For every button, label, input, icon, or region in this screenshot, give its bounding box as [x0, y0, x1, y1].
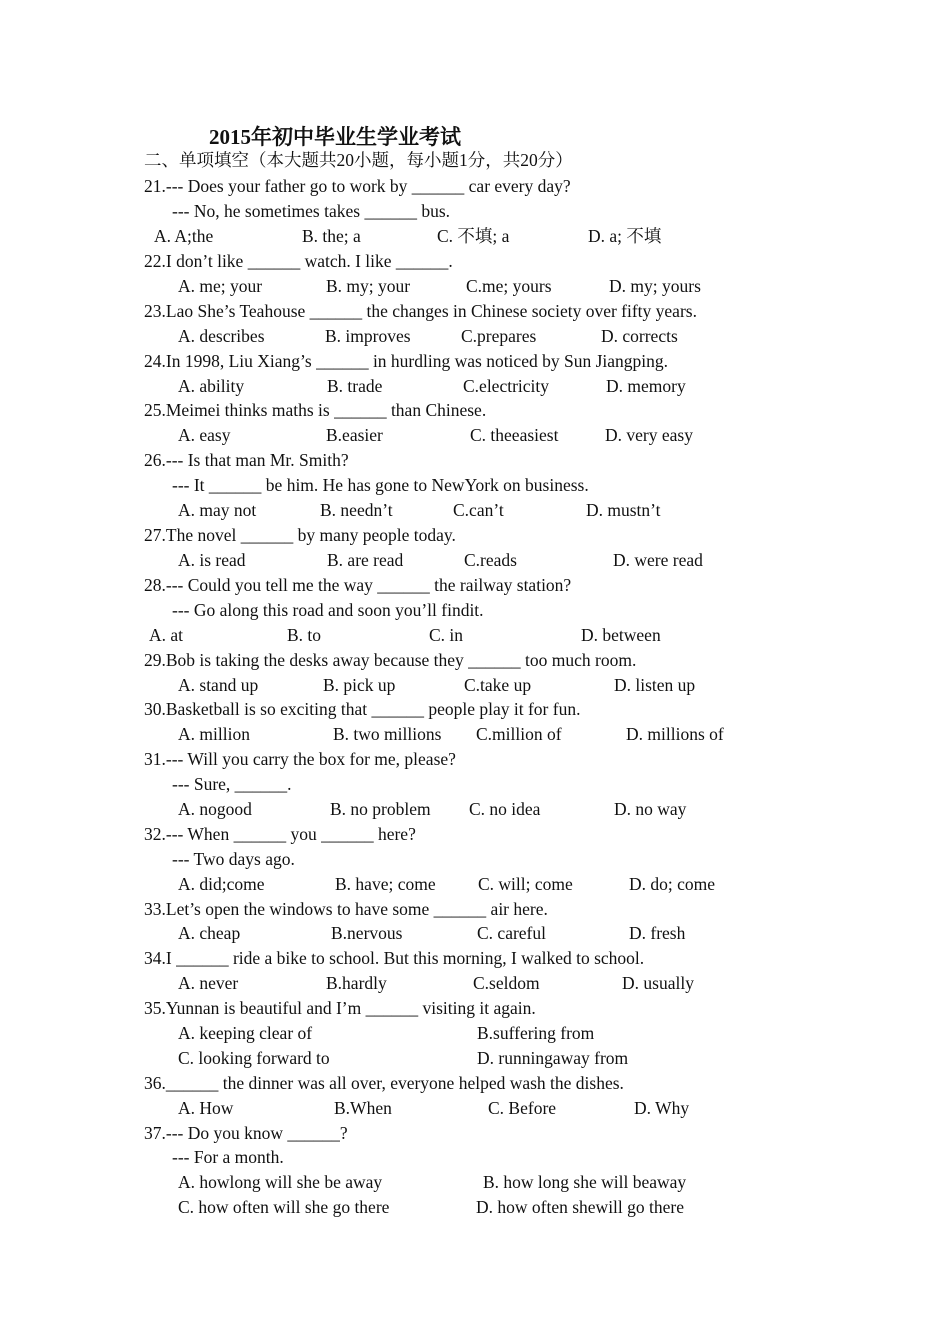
option-28-a: A. at [149, 625, 184, 645]
question-28-stem: 28.--- Could you tell me the way ______ the railway station? [144, 575, 572, 595]
option-36-c: C. Before [488, 1098, 557, 1118]
question-33-stem: 33.Let’s open the windows to have some ______ air here. [144, 899, 548, 919]
option-30-b: B. two millions [333, 724, 442, 744]
option-23-b: B. improves [325, 326, 411, 346]
option-25-c: C. theeasiest [470, 425, 559, 445]
exam-title: 2015年初中毕业生学业考试 [209, 125, 461, 149]
option-30-d: D. millions of [626, 724, 724, 744]
question-21-reply: --- No, he sometimes takes ______ bus. [172, 201, 451, 221]
option-36-a: A. How [178, 1098, 234, 1118]
option-21-a: A. A;the [154, 226, 214, 246]
option-28-b: B. to [287, 625, 322, 645]
option-24-a: A. ability [178, 376, 245, 396]
option-24-d: D. memory [606, 376, 686, 396]
option-26-d: D. mustn’t [586, 500, 661, 520]
option-34-b: B.hardly [326, 973, 387, 993]
question-26-stem: 26.--- Is that man Mr. Smith? [144, 450, 349, 470]
option-29-b: B. pick up [323, 675, 396, 695]
option-33-b: B.nervous [331, 923, 403, 943]
option-37-a: A. howlong will she be away [178, 1172, 383, 1192]
option-35-d: D. runningaway from [477, 1048, 629, 1068]
option-30-a: A. million [178, 724, 250, 744]
option-33-d: D. fresh [629, 923, 686, 943]
option-36-d: D. Why [634, 1098, 690, 1118]
question-31-reply: --- Sure, ______. [172, 774, 292, 794]
option-22-b: B. my; your [326, 276, 411, 296]
question-24-stem: 24.In 1998, Liu Xiang’s ______ in hurdling was noticed by Sun Jiangping. [144, 351, 668, 371]
option-33-c: C. careful [477, 923, 546, 943]
option-32-d: D. do; come [629, 874, 716, 894]
option-24-b: B. trade [327, 376, 383, 396]
option-37-d: D. how often shewill go there [476, 1197, 685, 1217]
option-35-b: B.suffering from [477, 1023, 595, 1043]
option-22-d: D. my; yours [609, 276, 701, 296]
option-25-b: B.easier [326, 425, 383, 445]
question-36-stem: 36.______ the dinner was all over, everyone helped wash the dishes. [144, 1073, 624, 1093]
option-22-a: A. me; your [178, 276, 263, 296]
option-30-c: C.million of [476, 724, 562, 744]
option-34-a: A. never [178, 973, 239, 993]
question-32-stem: 32.--- When ______ you ______ here? [144, 824, 416, 844]
option-28-c: C. in [429, 625, 464, 645]
option-34-c: C.seldom [473, 973, 540, 993]
option-37-b: B. how long she will beaway [483, 1172, 687, 1192]
question-26-reply: --- It ______ be him. He has gone to NewYork on business. [172, 475, 589, 495]
option-23-a: A. describes [178, 326, 265, 346]
question-25-stem: 25.Meimei thinks maths is ______ than Chinese. [144, 400, 487, 420]
option-33-a: A. cheap [178, 923, 241, 943]
question-22-stem: 22.I don’t like ______ watch. I like ______. [144, 251, 453, 271]
option-21-d: D. a; 不填 [588, 226, 662, 246]
question-30-stem: 30.Basketball is so exciting that ______ people play it for fun. [144, 699, 581, 719]
option-32-a: A. did;come [178, 874, 265, 894]
option-23-c: C.prepares [461, 326, 537, 346]
option-27-d: D. were read [613, 550, 703, 570]
question-32-reply: --- Two days ago. [172, 849, 295, 869]
option-27-c: C.reads [464, 550, 517, 570]
option-37-c: C. how often will she go there [178, 1197, 390, 1217]
option-25-d: D. very easy [605, 425, 693, 445]
option-32-c: C. will; come [478, 874, 573, 894]
option-29-c: C.take up [464, 675, 532, 695]
option-27-b: B. are read [327, 550, 404, 570]
option-24-c: C.electricity [463, 376, 550, 396]
question-35-stem: 35.Yunnan is beautiful and I’m ______ visiting it again. [144, 998, 536, 1018]
option-31-a: A. nogood [178, 799, 252, 819]
option-32-b: B. have; come [335, 874, 436, 894]
section-heading: 二、单项填空（本大题共20小题，每小题1分，共20分） [144, 150, 573, 170]
option-31-d: D. no way [614, 799, 687, 819]
option-27-a: A. is read [178, 550, 246, 570]
option-35-a: A. keeping clear of [178, 1023, 313, 1043]
option-34-d: D. usually [622, 973, 694, 993]
question-37-reply: --- For a month. [172, 1147, 284, 1167]
option-36-b: B.When [334, 1098, 392, 1118]
option-28-d: D. between [581, 625, 661, 645]
question-31-stem: 31.--- Will you carry the box for me, please? [144, 749, 456, 769]
option-26-b: B. needn’t [320, 500, 393, 520]
question-34-stem: 34.I ______ ride a bike to school. But this morning, I walked to school. [144, 948, 645, 968]
option-26-c: C.can’t [453, 500, 504, 520]
question-23-stem: 23.Lao She’s Teahouse ______ the changes in Chinese society over fifty years. [144, 301, 697, 321]
option-25-a: A. easy [178, 425, 231, 445]
option-31-b: B. no problem [330, 799, 431, 819]
option-22-c: C.me; yours [466, 276, 552, 296]
option-29-d: D. listen up [614, 675, 696, 695]
option-31-c: C. no idea [469, 799, 541, 819]
question-37-stem: 37.--- Do you know ______? [144, 1123, 348, 1143]
option-26-a: A. may not [178, 500, 257, 520]
option-21-c: C. 不填; a [437, 226, 510, 246]
question-29-stem: 29.Bob is taking the desks away because they ______ too much room. [144, 650, 637, 670]
option-35-c: C. looking forward to [178, 1048, 330, 1068]
option-23-d: D. corrects [601, 326, 678, 346]
question-27-stem: 27.The novel ______ by many people today. [144, 525, 456, 545]
question-28-reply: --- Go along this road and soon you’ll findit. [172, 600, 484, 620]
question-21-stem: 21.--- Does your father go to work by ______ car every day? [144, 176, 571, 196]
option-21-b: B. the; a [302, 226, 361, 246]
option-29-a: A. stand up [178, 675, 259, 695]
